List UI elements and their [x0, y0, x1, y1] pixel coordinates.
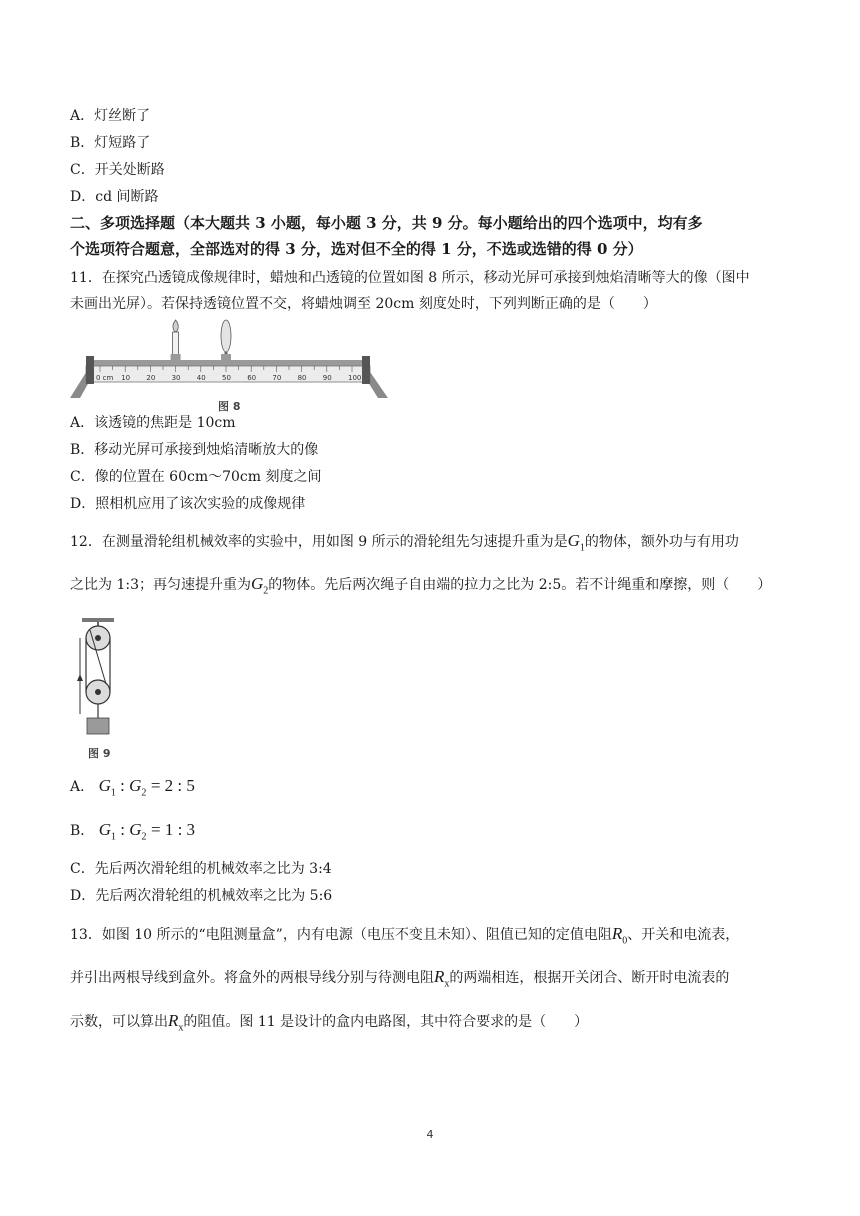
symbol-rx-2: $R_x$ [168, 1011, 184, 1034]
ruler-tick-label: 30 [171, 374, 181, 382]
section2-heading-line1: 二、多项选择题（本大题共 3 小题，每小题 3 分，共 9 分。每小题给出的四个选项中，均有多 [70, 214, 703, 232]
q11-stem-line1: 11．在探究凸透镜成像规律时，蜡烛和凸透镜的位置如图 8 所示，移动光屏可承接到烛焰清晰等大的像（图中 [70, 270, 750, 286]
bench-right-end [362, 356, 370, 384]
lens-icon [221, 320, 231, 352]
symbol-g2: $G_2$ [250, 574, 269, 597]
q11-option-a: A．该透镜的焦距是 10cm [70, 415, 236, 431]
candle [171, 320, 181, 360]
q13-stem-line3: 示数，可以算出$R_x$的阻值。图 11 是设计的盒内电路图，其中符合要求的是（ ） [70, 1011, 589, 1034]
q13-stem-line1: 13．如图 10 所示的“电阻测量盒”，内有电源（电压不变且未知）、阻值已知的定值电阻$R_0$、开关和电流表， [70, 924, 740, 947]
bench-left-end [86, 356, 94, 384]
q10-option-c: C．开关处断路 [70, 162, 165, 178]
q10-option-b: B．灯短路了 [70, 135, 151, 151]
section2-heading-line2: 个选项符合题意，全部选对的得 3 分，选对但不全的得 1 分，不选或选错的得 0 分） [70, 240, 643, 258]
figure-9-pulley-system [76, 614, 126, 744]
figure-8-caption: 图 8 [218, 400, 241, 413]
q10-option-a: A．灯丝断了 [70, 108, 151, 124]
ruler-tick-label: 80 [297, 374, 307, 382]
q11-stem-line2: 未画出光屏）。若保持透镜位置不交，将蜡烛调至 20cm 刻度处时，下列判断正确的是（ ） [70, 296, 657, 312]
figure-8-optical-bench [70, 318, 390, 408]
convex-lens [221, 320, 231, 360]
ruler-tick-label: 60 [247, 374, 257, 382]
ruler-tick-label: 10 [121, 374, 131, 382]
q11-option-d: D．照相机应用了该次实验的成像规律 [70, 496, 306, 512]
q12-option-c: C．先后两次滑轮组的机械效率之比为 3:4 [70, 861, 332, 877]
ruler-tick-label: 50 [222, 374, 231, 382]
q12-stem-line2: 之比为 1:3；再匀速提升重为$G_2$的物体。先后两次绳子自由端的拉力之比为 2:5。若不计绳重和摩擦，则（ ） [70, 574, 772, 597]
q12-option-b: B． $G_1$ : $G_2 = 1$ : 3 [70, 820, 196, 843]
symbol-g1: $G_1$ [567, 531, 585, 554]
ruler-tick-label: 100 [348, 374, 362, 382]
q12-option-a: A． $G_1$ : $G_2 = 2$ : 5 [70, 776, 195, 799]
q10-option-d: D．cd 间断路 [70, 189, 159, 205]
ruler-tick-label: 90 [322, 374, 332, 382]
ceiling-mount [82, 618, 114, 622]
ruler-tick-label: 20 [146, 374, 156, 382]
q12-option-d: D．先后两次滑轮组的机械效率之比为 5:6 [70, 888, 333, 904]
bench-rail [86, 360, 370, 366]
q11-option-b: B．移动光屏可承接到烛焰清晰放大的像 [70, 442, 319, 458]
q13-stem-line2: 并引出两根导线到盒外。将盒外的两根导线分别与待测电阻$R_x$的两端相连，根据开关闭合、断开时电流表的 [70, 967, 730, 990]
ruler-unit-label: 0 cm [96, 374, 114, 382]
ruler-tick-label: 40 [196, 374, 206, 382]
q11-option-c: C．像的位置在 60cm～70cm 刻度之间 [70, 469, 322, 485]
weight-block [87, 718, 109, 734]
page-number: 4 [426, 1128, 434, 1141]
pull-arrow-icon [77, 674, 83, 681]
symbol-rx: $R_x$ [434, 967, 450, 990]
symbol-r0: $R_0$ [611, 924, 628, 947]
q12-stem-line1: 12．在测量滑轮组机械效率的实验中，用如图 9 所示的滑轮组先匀速提升重为是$G_1$的物体，额外功与有用功 [70, 531, 739, 554]
ruler-tick-label: 70 [272, 374, 282, 382]
candle-flame-icon [173, 320, 178, 332]
figure-9-caption: 图 9 [88, 747, 111, 760]
